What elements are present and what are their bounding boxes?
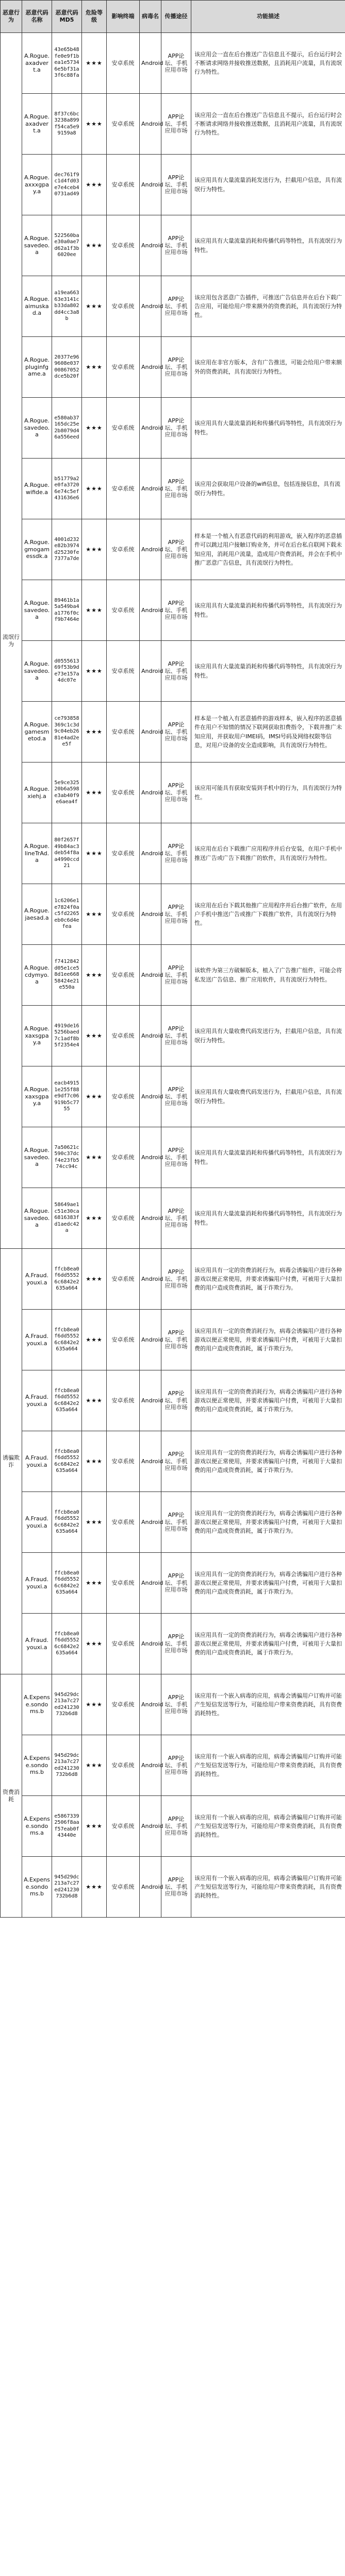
terminal-cell: 安卓系统	[107, 1674, 140, 1735]
md5-cell: d055561369f53b9de73e157a4dc07e	[52, 641, 82, 702]
terminal-cell: 安卓系统	[107, 580, 140, 641]
channel-cell: APP论坛、手机应用市场	[161, 1857, 191, 1918]
description-cell: 该应用有一个嵌入病毒的应用，病毒会诱骗用户订购并可能产生短信发送等行为，可能给用户带来资费消耗，具有资费消耗特性。	[191, 1857, 345, 1918]
table-row	[1, 337, 345, 398]
description-cell: 该应用具有大量流量消耗和传播代码等特性，具有流氓行为特性。	[191, 1127, 345, 1188]
terminal-cell: 安卓系统	[107, 702, 140, 762]
channel-cell: APP论坛、手机应用市场	[161, 884, 191, 945]
table-row	[1, 459, 345, 519]
col-header: 恶意代码名称	[22, 1, 52, 33]
terminal-cell: 安卓系统	[107, 1066, 140, 1127]
virus-os-cell: Android	[140, 823, 161, 884]
md5-cell: dec761f9c1d4fd03e7e4ceb40731ad49	[52, 155, 82, 215]
level-cell: ★★★	[82, 1796, 107, 1857]
name-cell: A.Fraud.youxi.a	[22, 1310, 52, 1370]
description-cell: 该应用具有大量流量消耗和传播代码等特性，具有流氓行为特性。	[191, 1188, 345, 1249]
table-row	[1, 276, 345, 337]
name-cell: A.Rogue.cdymyo.a	[22, 945, 52, 1006]
description-cell: 该软件为第三方破解版本，植入了广告推广组件，可能会将私发送广告信息、推广应用软件，具有流氓行为特性。	[191, 945, 345, 1006]
description-cell: 该应用包含恶意广告插件，可推送广告信息并在后台下载广告应用，可能给用户带来额外的资费消耗，具有流氓行为特性。	[191, 276, 345, 337]
level-cell: ★★★	[82, 884, 107, 945]
table-row	[1, 580, 345, 641]
terminal-cell: 安卓系统	[107, 276, 140, 337]
channel-cell: APP论坛、手机应用市场	[161, 762, 191, 823]
channel-cell: APP论坛、手机应用市场	[161, 1006, 191, 1066]
table-body	[1, 33, 345, 1918]
level-cell: ★★★	[82, 1310, 107, 1370]
terminal-cell: 安卓系统	[107, 1310, 140, 1370]
md5-cell: ffcb8ea0f6dd55526c6842e2635a664	[52, 1310, 82, 1370]
virus-os-cell: Android	[140, 641, 161, 702]
level-cell: ★★★	[82, 641, 107, 702]
md5-cell: ffcb8ea0f6dd55526c6842e2635a664	[52, 1370, 82, 1431]
description-cell: 该应用会一直在后台推送广告信息且不提示，后台运行时会不断请求网络并接收推送数据，且消耗用户流量，具有流氓行为特性。	[191, 33, 345, 94]
description-cell: 样本是一个植入有恶意插件的游戏样本，嵌入程序的恶意插件在用户不知情的情况下联网获取扣费指令，下载并推广未知应用，并获取用户IMEI码，IMSI号码及网络权限等信息，对用户设备的安全造成影响，具有流氓行为特性。	[191, 702, 345, 762]
channel-cell: APP论坛、手机应用市场	[161, 1127, 191, 1188]
table-row	[1, 1310, 345, 1370]
table-row	[1, 1370, 345, 1431]
virus-os-cell: Android	[140, 884, 161, 945]
virus-os-cell: Android	[140, 762, 161, 823]
table-row	[1, 1431, 345, 1492]
channel-cell: APP论坛、手机应用市场	[161, 823, 191, 884]
channel-cell: APP论坛、手机应用市场	[161, 1796, 191, 1857]
virus-os-cell: Android	[140, 519, 161, 580]
description-cell: 该应用具有一定的资费消耗行为，病毒会诱骗用户进行各种游戏以便正常使用，并要求诱骗用户付费，可被用于大量扣费的用户造成资费消耗，属于诈欺行为。	[191, 1249, 345, 1310]
md5-cell: 5e9ce32520b6a598e3ab40f9e6aea4f	[52, 762, 82, 823]
virus-os-cell: Android	[140, 1553, 161, 1614]
level-cell: ★★★	[82, 702, 107, 762]
description-cell: 该应用具有一定的资费消耗行为，病毒会诱骗用户进行各种游戏以便正常使用，并要求诱骗用户付费，可被用于大量扣费的用户造成资费消耗，属于诈欺行为。	[191, 1431, 345, 1492]
md5-cell: 20377e969608e03700867052dce5b20f	[52, 337, 82, 398]
channel-cell: APP论坛、手机应用市场	[161, 276, 191, 337]
description-cell: 该应用在非官方版本，含有广告推送，可能会给用户带来额外的资费消耗，具有流氓行为特性。	[191, 337, 345, 398]
table-header-row	[1, 1, 345, 33]
col-header: 影响终端	[107, 1, 140, 33]
virus-os-cell: Android	[140, 94, 161, 155]
table-row	[1, 1188, 345, 1249]
table-row	[1, 1066, 345, 1127]
table-row	[1, 1553, 345, 1614]
md5-cell: 7a50621c590c37dcf4e23fb574cc94c	[52, 1127, 82, 1188]
category-cell: 流氓行为	[1, 33, 22, 1249]
channel-cell: APP论坛、手机应用市场	[161, 519, 191, 580]
level-cell: ★★★	[82, 519, 107, 580]
virus-os-cell: Android	[140, 1735, 161, 1796]
md5-cell: ffcb8ea0f6dd55526c6842e2635a664	[52, 1614, 82, 1674]
md5-cell: 945d29dc213a7c27ed241230732b6d8	[52, 1857, 82, 1918]
table-row	[1, 215, 345, 276]
terminal-cell: 安卓系统	[107, 1735, 140, 1796]
channel-cell: APP论坛、手机应用市场	[161, 337, 191, 398]
channel-cell: APP论坛、手机应用市场	[161, 1188, 191, 1249]
virus-os-cell: Android	[140, 33, 161, 94]
channel-cell: APP论坛、手机应用市场	[161, 1735, 191, 1796]
terminal-cell: 安卓系统	[107, 762, 140, 823]
col-header: 传播途径	[161, 1, 191, 33]
description-cell: 该应用具有大量流量消耗和传播代码等特性，具有流氓行为特性。	[191, 398, 345, 459]
table-row	[1, 702, 345, 762]
table-row	[1, 1674, 345, 1735]
level-cell: ★★★	[82, 1674, 107, 1735]
description-cell: 该应用具有一定的资费消耗行为，病毒会诱骗用户进行各种游戏以便正常使用，并要求诱骗用户付费，可被用于大量扣费的用户造成资费消耗，属于诈欺行为。	[191, 1370, 345, 1431]
md5-cell: 58649ae1c51e30ca6816383fd1aedc42a	[52, 1188, 82, 1249]
description-cell: 该应用具有大量流量消耗和传播代码等特性，具有流氓行为特性。	[191, 215, 345, 276]
description-cell: 该应用可能具有获取安装到手机中的行为，具有流氓行为特性。	[191, 762, 345, 823]
name-cell: A.Rogue.jaesad.a	[22, 884, 52, 945]
description-cell: 该应用具有大量流量消耗和传播代码等特性，具有流氓行为特性。	[191, 641, 345, 702]
name-cell: A.Expense.sondoms.b	[22, 1857, 52, 1918]
table-row	[1, 1127, 345, 1188]
terminal-cell: 安卓系统	[107, 1796, 140, 1857]
channel-cell: APP论坛、手机应用市场	[161, 215, 191, 276]
virus-os-cell: Android	[140, 337, 161, 398]
level-cell: ★★★	[82, 1006, 107, 1066]
md5-cell: f7412842d05e1ce58d1ee66858424e21e550a	[52, 945, 82, 1006]
name-cell: A.Rogue.gmogamessdk.a	[22, 519, 52, 580]
name-cell: A.Expense.sondoms.b	[22, 1674, 52, 1735]
virus-os-cell: Android	[140, 1796, 161, 1857]
md5-cell: eacb49151e255f88e9df7c06919b5c7755	[52, 1066, 82, 1127]
virus-os-cell: Android	[140, 1127, 161, 1188]
name-cell: A.Fraud.youxi.a	[22, 1370, 52, 1431]
channel-cell: APP论坛、手机应用市场	[161, 1492, 191, 1553]
virus-os-cell: Android	[140, 1370, 161, 1431]
channel-cell: APP论坛、手机应用市场	[161, 1674, 191, 1735]
level-cell: ★★★	[82, 155, 107, 215]
table-row	[1, 945, 345, 1006]
level-cell: ★★★	[82, 823, 107, 884]
name-cell: A.Rogue.savedeo.a	[22, 641, 52, 702]
description-cell: 该应用具有一定的资费消耗行为，病毒会诱骗用户进行各种游戏以便正常使用，并要求诱骗用户付费，可被用于大量扣费的用户造成资费消耗，属于诈欺行为。	[191, 1553, 345, 1614]
level-cell: ★★★	[82, 580, 107, 641]
name-cell: A.Expense.sondoms.b	[22, 1735, 52, 1796]
virus-os-cell: Android	[140, 945, 161, 1006]
virus-os-cell: Android	[140, 459, 161, 519]
md5-cell: ce793858369c1c3d9c04eb2681e4ad2ee5f	[52, 702, 82, 762]
channel-cell: APP论坛、手机应用市场	[161, 1066, 191, 1127]
level-cell: ★★★	[82, 1431, 107, 1492]
virus-os-cell: Android	[140, 1492, 161, 1553]
name-cell: A.Fraud.youxi.a	[22, 1492, 52, 1553]
description-cell: 该应用具有一定的资费消耗行为，病毒会诱骗用户进行各种游戏以便正常使用，并要求诱骗用户付费，可被用于大量扣费的用户造成资费消耗，属于诈欺行为。	[191, 1614, 345, 1674]
terminal-cell: 安卓系统	[107, 641, 140, 702]
terminal-cell: 安卓系统	[107, 519, 140, 580]
virus-os-cell: Android	[140, 1066, 161, 1127]
virus-os-cell: Android	[140, 1188, 161, 1249]
virus-os-cell: Android	[140, 1006, 161, 1066]
table-row	[1, 884, 345, 945]
virus-os-cell: Android	[140, 702, 161, 762]
table-row	[1, 1614, 345, 1674]
md5-cell: 80f2657f49b84ac3deb54f8aa4990ccd21	[52, 823, 82, 884]
md5-cell: 945d29dc213a7c27ed241230732b6d8	[52, 1674, 82, 1735]
category-cell: 资费消耗	[1, 1674, 22, 1918]
level-cell: ★★★	[82, 1370, 107, 1431]
md5-cell: 8f37c6bc3238a899f54ca5e99159a8	[52, 94, 82, 155]
channel-cell: APP论坛、手机应用市场	[161, 1249, 191, 1310]
terminal-cell: 安卓系统	[107, 1188, 140, 1249]
name-cell: A.Fraud.youxi.a	[22, 1249, 52, 1310]
level-cell: ★★★	[82, 1127, 107, 1188]
table-row	[1, 155, 345, 215]
channel-cell: APP论坛、手机应用市场	[161, 459, 191, 519]
name-cell: A.Rogue.xiehj.a	[22, 762, 52, 823]
md5-cell: 89461b1a5a549ba4a1776f0cf9b7464e	[52, 580, 82, 641]
level-cell: ★★★	[82, 33, 107, 94]
terminal-cell: 安卓系统	[107, 459, 140, 519]
col-header: 危险等级	[82, 1, 107, 33]
md5-cell: 4001d232e82b3974d25230fe7377a7de	[52, 519, 82, 580]
md5-cell: ffcb8ea0f6dd55526c6842e2635a664	[52, 1492, 82, 1553]
virus-os-cell: Android	[140, 155, 161, 215]
virus-os-cell: Android	[140, 1857, 161, 1918]
level-cell: ★★★	[82, 1553, 107, 1614]
md5-cell: e580ab37165dc25e2b8079d46a556eed	[52, 398, 82, 459]
channel-cell: APP论坛、手机应用市场	[161, 94, 191, 155]
description-cell: 该应用有一个嵌入病毒的应用，病毒会诱骗用户订购并可能产生短信发送等行为，可能给用户带来资费消耗，具有资费消耗特性。	[191, 1796, 345, 1857]
description-cell: 该应用具有大量流量消耗发送行为，拦截用户信息，具有流氓行为特性。	[191, 155, 345, 215]
level-cell: ★★★	[82, 1188, 107, 1249]
description-cell: 该应用具有大量流量消耗和传播代码等特性，具有流氓行为特性。	[191, 580, 345, 641]
name-cell: A.Rogue.savedeo.a	[22, 398, 52, 459]
description-cell: 该应用具有一定的资费消耗行为，病毒会诱骗用户进行各种游戏以便正常使用，并要求诱骗用户付费，可被用于大量扣费的用户造成资费消耗，属于诈欺行为。	[191, 1492, 345, 1553]
terminal-cell: 安卓系统	[107, 337, 140, 398]
terminal-cell: 安卓系统	[107, 1553, 140, 1614]
level-cell: ★★★	[82, 459, 107, 519]
col-header: 恶意代码MD5	[52, 1, 82, 33]
category-cell: 诱骗欺诈	[1, 1249, 22, 1674]
col-header: 病毒名	[140, 1, 161, 33]
channel-cell: APP论坛、手机应用市场	[161, 33, 191, 94]
channel-cell: APP论坛、手机应用市场	[161, 641, 191, 702]
terminal-cell: 安卓系统	[107, 1249, 140, 1310]
table-row	[1, 1249, 345, 1310]
md5-cell: a19ea66363e3141cb33da802dd4cc3a8b	[52, 276, 82, 337]
md5-cell: ffcb8ea0f6dd55526c6842e2635a664	[52, 1553, 82, 1614]
terminal-cell: 安卓系统	[107, 945, 140, 1006]
table-row	[1, 398, 345, 459]
name-cell: A.Rogue.lineTrAd.a	[22, 823, 52, 884]
table-row	[1, 762, 345, 823]
table-row	[1, 33, 345, 94]
md5-cell: 522560bae30a0ae7d62a1f3b6020ee	[52, 215, 82, 276]
terminal-cell: 安卓系统	[107, 1127, 140, 1188]
name-cell: A.Expense.sondoms.a	[22, 1796, 52, 1857]
level-cell: ★★★	[82, 1857, 107, 1918]
terminal-cell: 安卓系统	[107, 33, 140, 94]
terminal-cell: 安卓系统	[107, 1431, 140, 1492]
table-row	[1, 641, 345, 702]
description-cell: 该应用具有大量收费代码发送行为，拦截用户信息，具有流氓行为特性。	[191, 1066, 345, 1127]
channel-cell: APP论坛、手机应用市场	[161, 702, 191, 762]
table-row	[1, 1857, 345, 1918]
virus-os-cell: Android	[140, 580, 161, 641]
description-cell: 该应用具有大量收费代码发送行为，拦截用户信息，具有流氓行为特性。	[191, 1006, 345, 1066]
description-cell: 该应用会获取用户设备的wifi信息，包括连接信息，具有流氓行为特性。	[191, 459, 345, 519]
md5-cell: ffcb8ea0f6dd55526c6842e2635a664	[52, 1249, 82, 1310]
col-header: 功能描述	[191, 1, 345, 33]
name-cell: A.Rogue.savedeo.a	[22, 1127, 52, 1188]
md5-cell: b51779a2e0fa37206e74c5ef431636e6	[52, 459, 82, 519]
description-cell: 该应用会一直在后台推送广告信息且不提示，后台运行时会不断请求网络并接收推送数据，且消耗用户流量，具有流氓行为特性。	[191, 94, 345, 155]
name-cell: A.Rogue.pluginfgame.a	[22, 337, 52, 398]
terminal-cell: 安卓系统	[107, 1492, 140, 1553]
name-cell: A.Rogue.axxxgpay.a	[22, 155, 52, 215]
level-cell: ★★★	[82, 945, 107, 1006]
channel-cell: APP论坛、手机应用市场	[161, 1553, 191, 1614]
md5-cell: ffcb8ea0f6dd55526c6842e2635a664	[52, 1431, 82, 1492]
md5-cell: e58673392506f8aaf57eab0f43440e	[52, 1796, 82, 1857]
level-cell: ★★★	[82, 1614, 107, 1674]
channel-cell: APP论坛、手机应用市场	[161, 580, 191, 641]
channel-cell: APP论坛、手机应用市场	[161, 945, 191, 1006]
terminal-cell: 安卓系统	[107, 884, 140, 945]
name-cell: A.Fraud.youxi.a	[22, 1553, 52, 1614]
level-cell: ★★★	[82, 337, 107, 398]
table-row	[1, 1006, 345, 1066]
table-row	[1, 94, 345, 155]
level-cell: ★★★	[82, 1066, 107, 1127]
name-cell: A.Rogue.wifide.a	[22, 459, 52, 519]
level-cell: ★★★	[82, 94, 107, 155]
level-cell: ★★★	[82, 1492, 107, 1553]
description-cell: 该应用在后台下载推广应用程序并后台安装，在用户手机中推送广告或广告下载推广的软件，具有流氓行为特性。	[191, 823, 345, 884]
terminal-cell: 安卓系统	[107, 1006, 140, 1066]
table-row	[1, 519, 345, 580]
md5-cell: 1c6206e1e7824f0ac5fd2265eb0c6d4efea	[52, 884, 82, 945]
description-cell: 该应用具有一定的资费消耗行为，病毒会诱骗用户进行各种游戏以便正常使用，并要求诱骗用户付费，可被用于大量扣费的用户造成资费消耗，属于诈欺行为。	[191, 1310, 345, 1370]
terminal-cell: 安卓系统	[107, 398, 140, 459]
terminal-cell: 安卓系统	[107, 1857, 140, 1918]
virus-os-cell: Android	[140, 398, 161, 459]
virus-os-cell: Android	[140, 1310, 161, 1370]
terminal-cell: 安卓系统	[107, 215, 140, 276]
name-cell: A.Rogue.xaxsgpay.a	[22, 1006, 52, 1066]
name-cell: A.Fraud.youxi.a	[22, 1614, 52, 1674]
name-cell: A.Rogue.aimuskad.a	[22, 276, 52, 337]
name-cell: A.Rogue.axadvert.a	[22, 33, 52, 94]
terminal-cell: 安卓系统	[107, 823, 140, 884]
name-cell: A.Rogue.axadvert.a	[22, 94, 52, 155]
table-row	[1, 1796, 345, 1857]
terminal-cell: 安卓系统	[107, 155, 140, 215]
level-cell: ★★★	[82, 215, 107, 276]
table-row	[1, 1492, 345, 1553]
name-cell: A.Rogue.gamesmetod.a	[22, 702, 52, 762]
channel-cell: APP论坛、手机应用市场	[161, 1310, 191, 1370]
description-cell: 该应用在后台下载其他推广应用程序并后台推广软件，在用户手机中推送广告或推广下载推广软件，具有流氓行为特性。	[191, 884, 345, 945]
terminal-cell: 安卓系统	[107, 1614, 140, 1674]
virus-os-cell: Android	[140, 276, 161, 337]
level-cell: ★★★	[82, 276, 107, 337]
level-cell: ★★★	[82, 762, 107, 823]
name-cell: A.Rogue.savedeo.a	[22, 580, 52, 641]
channel-cell: APP论坛、手机应用市场	[161, 1614, 191, 1674]
terminal-cell: 安卓系统	[107, 94, 140, 155]
level-cell: ★★★	[82, 1249, 107, 1310]
terminal-cell: 安卓系统	[107, 1370, 140, 1431]
virus-os-cell: Android	[140, 1614, 161, 1674]
md5-cell: 4919de165256baed7c1adf8b5f2354e4	[52, 1006, 82, 1066]
channel-cell: APP论坛、手机应用市场	[161, 1370, 191, 1431]
virus-os-cell: Android	[140, 1674, 161, 1735]
virus-os-cell: Android	[140, 1431, 161, 1492]
description-cell: 样本是一个植入有恶意代码的利用游戏，嵌入程序的恶意插件可以跳过用户接触订购业务，并可在后台私自联网下载未知应用，消耗用户流量，造成用户资费消耗，并会在手机中推广恶意广告信息，具有流氓行为特性。	[191, 519, 345, 580]
table-row	[1, 1735, 345, 1796]
name-cell: A.Rogue.xaxsgpay.a	[22, 1066, 52, 1127]
name-cell: A.Rogue.savedeo.a	[22, 1188, 52, 1249]
col-header: 恶意行为	[1, 1, 22, 33]
table-row	[1, 823, 345, 884]
md5-cell: 43e65b48fe0e9f1bea1e57346e5bf31a3f6c88fa	[52, 33, 82, 94]
description-cell: 该应用有一个嵌入病毒的应用，病毒会诱骗用户订购并可能产生短信发送等行为，可能给用户带来资费消耗，具有资费消耗特性。	[191, 1674, 345, 1735]
level-cell: ★★★	[82, 1735, 107, 1796]
md5-cell: 945d29dc213a7c27ed241230732b6d8	[52, 1735, 82, 1796]
name-cell: A.Fraud.youxi.a	[22, 1431, 52, 1492]
level-cell: ★★★	[82, 398, 107, 459]
virus-os-cell: Android	[140, 1249, 161, 1310]
channel-cell: APP论坛、手机应用市场	[161, 155, 191, 215]
channel-cell: APP论坛、手机应用市场	[161, 398, 191, 459]
description-cell: 该应用有一个嵌入病毒的应用，病毒会诱骗用户订购并可能产生短信发送等行为，可能给用户带来资费消耗，具有资费消耗特性。	[191, 1735, 345, 1796]
virus-os-cell: Android	[140, 215, 161, 276]
channel-cell: APP论坛、手机应用市场	[161, 1431, 191, 1492]
name-cell: A.Rogue.savedeo.a	[22, 215, 52, 276]
